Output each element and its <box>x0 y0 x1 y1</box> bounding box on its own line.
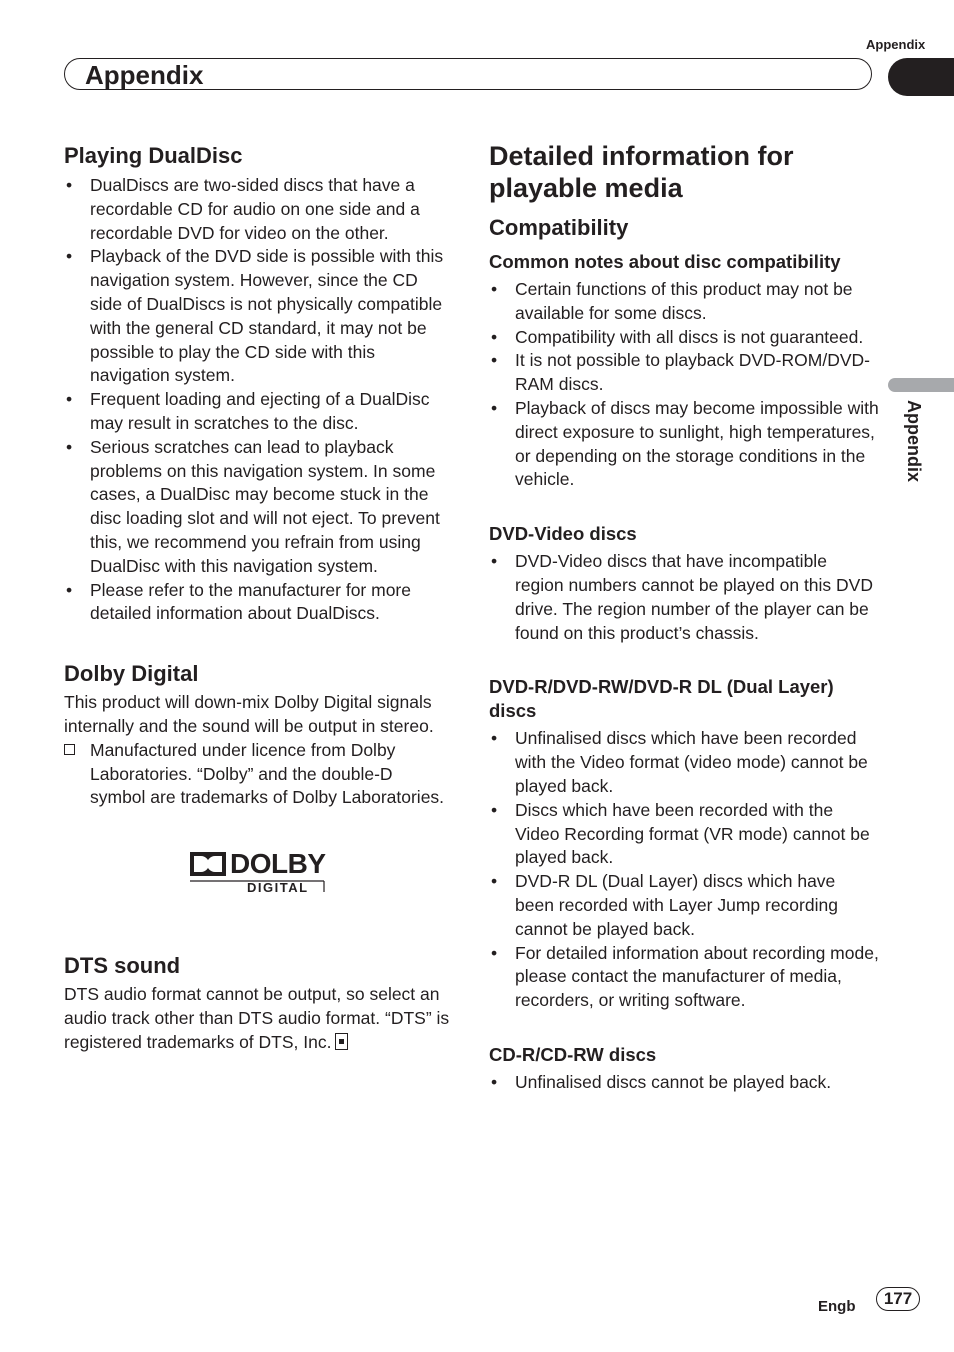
list-item: • DualDiscs are two-sided discs that have a recordable CD for audio on one side and a recordable DVD for video on the other. <box>66 175 420 243</box>
chapter-tab <box>888 378 954 392</box>
list-item: • Certain functions of this product may not be available for some discs. <box>491 279 853 323</box>
dolby-digital-logo <box>190 850 330 900</box>
right-column <box>489 140 879 1095</box>
common-notes-list <box>489 278 879 492</box>
language-code: Engb <box>818 1298 856 1315</box>
dts-body <box>64 983 452 1054</box>
section-tab <box>888 58 954 96</box>
dolby-logo-main: DOLBY <box>230 848 326 880</box>
compatibility-heading: Compatibility <box>489 215 629 240</box>
cd-r-list <box>489 1071 879 1095</box>
section-title: Appendix <box>85 60 204 90</box>
left-column <box>64 140 452 1055</box>
side-label <box>898 400 928 520</box>
dolby-logo-sub: DIGITAL <box>247 880 309 896</box>
list-item: • DVD-R DL (Dual Layer) discs which have been recorded with Layer Jump recording cannot be played back. <box>491 871 838 939</box>
dualdisc-heading: Playing DualDisc <box>64 143 243 168</box>
list-item: • For detailed information about recording mode, please contact the manufacturer of media, recorders, or writing software. <box>491 942 879 1011</box>
list-item: • Unfinalised discs which have been recorded with the Video format (video mode) cannot be played back. <box>491 728 868 796</box>
list-item: • Serious scratches can lead to playback problems on this navigation system. In some cases, a DualDisc may become stuck in the disc loading slot and will not eject. To prevent this, we recommend you refrain from using DualDisc with this navigation system. <box>66 436 440 576</box>
dolby-heading: Dolby Digital <box>64 661 199 687</box>
dvd-r-list <box>489 727 879 1013</box>
list-item: • Discs which have been recorded with the Video Recording format (VR mode) cannot be played back. <box>491 799 870 868</box>
dts-heading: DTS sound <box>64 953 181 979</box>
dvd-video-list <box>489 550 879 645</box>
list-item: • Unfinalised discs cannot be played back. <box>491 1071 832 1092</box>
side-label-text: Appendix <box>904 400 924 483</box>
dvd-video-heading: DVD-Video discs <box>489 523 637 545</box>
list-item: • Compatibility with all discs is not guaranteed. <box>491 326 864 347</box>
end-mark-icon <box>335 1033 348 1050</box>
running-header: Appendix <box>866 37 926 52</box>
dvd-r-heading: DVD-R/DVD-RW/DVD-R DL (Dual Layer) discs <box>489 676 834 722</box>
list-item: • Playback of discs may become impossible with direct exposure to sunlight, high temperatures, or depending on the storage conditions in the vehicle. <box>491 397 879 490</box>
page-title: Detailed information for playable media <box>489 141 794 203</box>
note-checkbox-icon <box>64 744 75 755</box>
list-item: • It is not possible to playback DVD-ROM/DVD-RAM discs. <box>491 350 870 395</box>
dolby-body: This product will down-mix Dolby Digital signals internally and the sound will be output in stereo. <box>64 692 434 736</box>
list-item: • Frequent loading and ejecting of a DualDisc may result in scratches to the disc. <box>66 389 430 433</box>
section-banner <box>64 58 872 90</box>
dolby-note-text: Manufactured under licence from Dolby Laboratories. “Dolby” and the double-D symbol are trademarks of Dolby Laboratories. <box>90 739 445 808</box>
cd-r-heading: CD-R/CD-RW discs <box>489 1043 657 1065</box>
page-number: 177 <box>876 1287 920 1311</box>
common-notes-heading: Common notes about disc compatibility <box>489 251 841 272</box>
dolby-note <box>64 739 452 810</box>
list-item: • DVD-Video discs that have incompatible region numbers cannot be played on this DVD drive. The region number of the player can be found on this product’s chassis. <box>491 551 873 643</box>
list-item: • Please refer to the manufacturer for more detailed information about DualDiscs. <box>66 579 411 624</box>
dts-body-text: DTS audio format cannot be output, so select an audio track other than DTS audio format. “DTS” is registered trademarks of DTS, Inc. <box>64 984 450 1052</box>
list-item: • Playback of the DVD side is possible with this navigation system. However, since the CD side of DualDiscs is not physically compatible with the general CD standard, it may not be possible to play the CD side with this navigation system. <box>66 246 444 386</box>
dualdisc-list <box>64 174 452 626</box>
